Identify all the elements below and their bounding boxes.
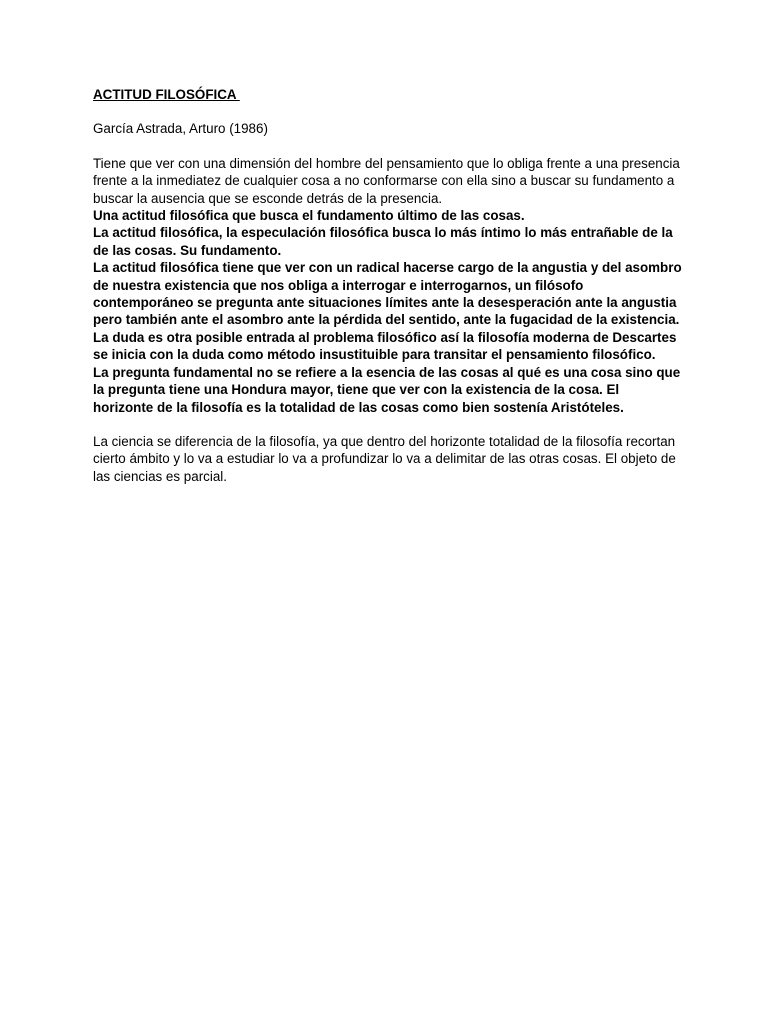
intro-paragraph: Tiene que ver con una dimensión del hombre del pensamiento que lo obliga frente a una presencia frente a la inmediatez de cualquier cosa a no conformarse con ella sino a buscar su fundamento a buscar la ausencia que se esconde detrás de la presencia. <box>93 155 680 206</box>
document-title: ACTITUD FILOSÓFICA <box>93 87 240 102</box>
final-paragraph: La ciencia se diferencia de la filosofía, ya que dentro del horizonte totalidad de la filosofía recortan cierto ámbito y lo va a estudiar lo va a profundizar lo va a delimitar de las otras cosas. El objeto de las ciencias es parcial. <box>93 433 676 484</box>
bold-paragraph-angustia: La actitud filosófica tiene que ver con un radical hacerse cargo de la angustia y del asombro de nuestra existencia que nos obliga a interrogar e interrogarnos, un filósofo contemporáneo se pregunta ante situaciones límites ante la desesperación ante la angustia pero también ante el asombro ante la pérdida del sentido, ante la fugacidad de la existencia. La duda es otra posible entrada al problema filosófico así la filosofía moderna de Descartes se inicia con la duda como método insustituible para transitar el pensamiento filosófico. <box>93 260 682 363</box>
bold-paragraph-pregunta: La pregunta fundamental no se refiere a la esencia de las cosas al qué es una cosa sino que la pregunta tiene una Hondura mayor, tiene que ver con la existencia de la cosa. El horizonte de la filosofía es la totalidad de las cosas como bien sostenía Aristóteles. <box>93 364 681 415</box>
author-citation: García Astrada, Arturo (1986) <box>93 121 268 137</box>
document-page <box>93 86 683 485</box>
bold-paragraph-especulacion: La actitud filosófica, la especulación filosófica busca lo más íntimo lo más entrañable de la de las cosas. Su fundamento. <box>93 225 673 258</box>
bold-paragraph-fundamento: Una actitud filosófica que busca el fundamento último de las cosas. <box>93 208 525 224</box>
